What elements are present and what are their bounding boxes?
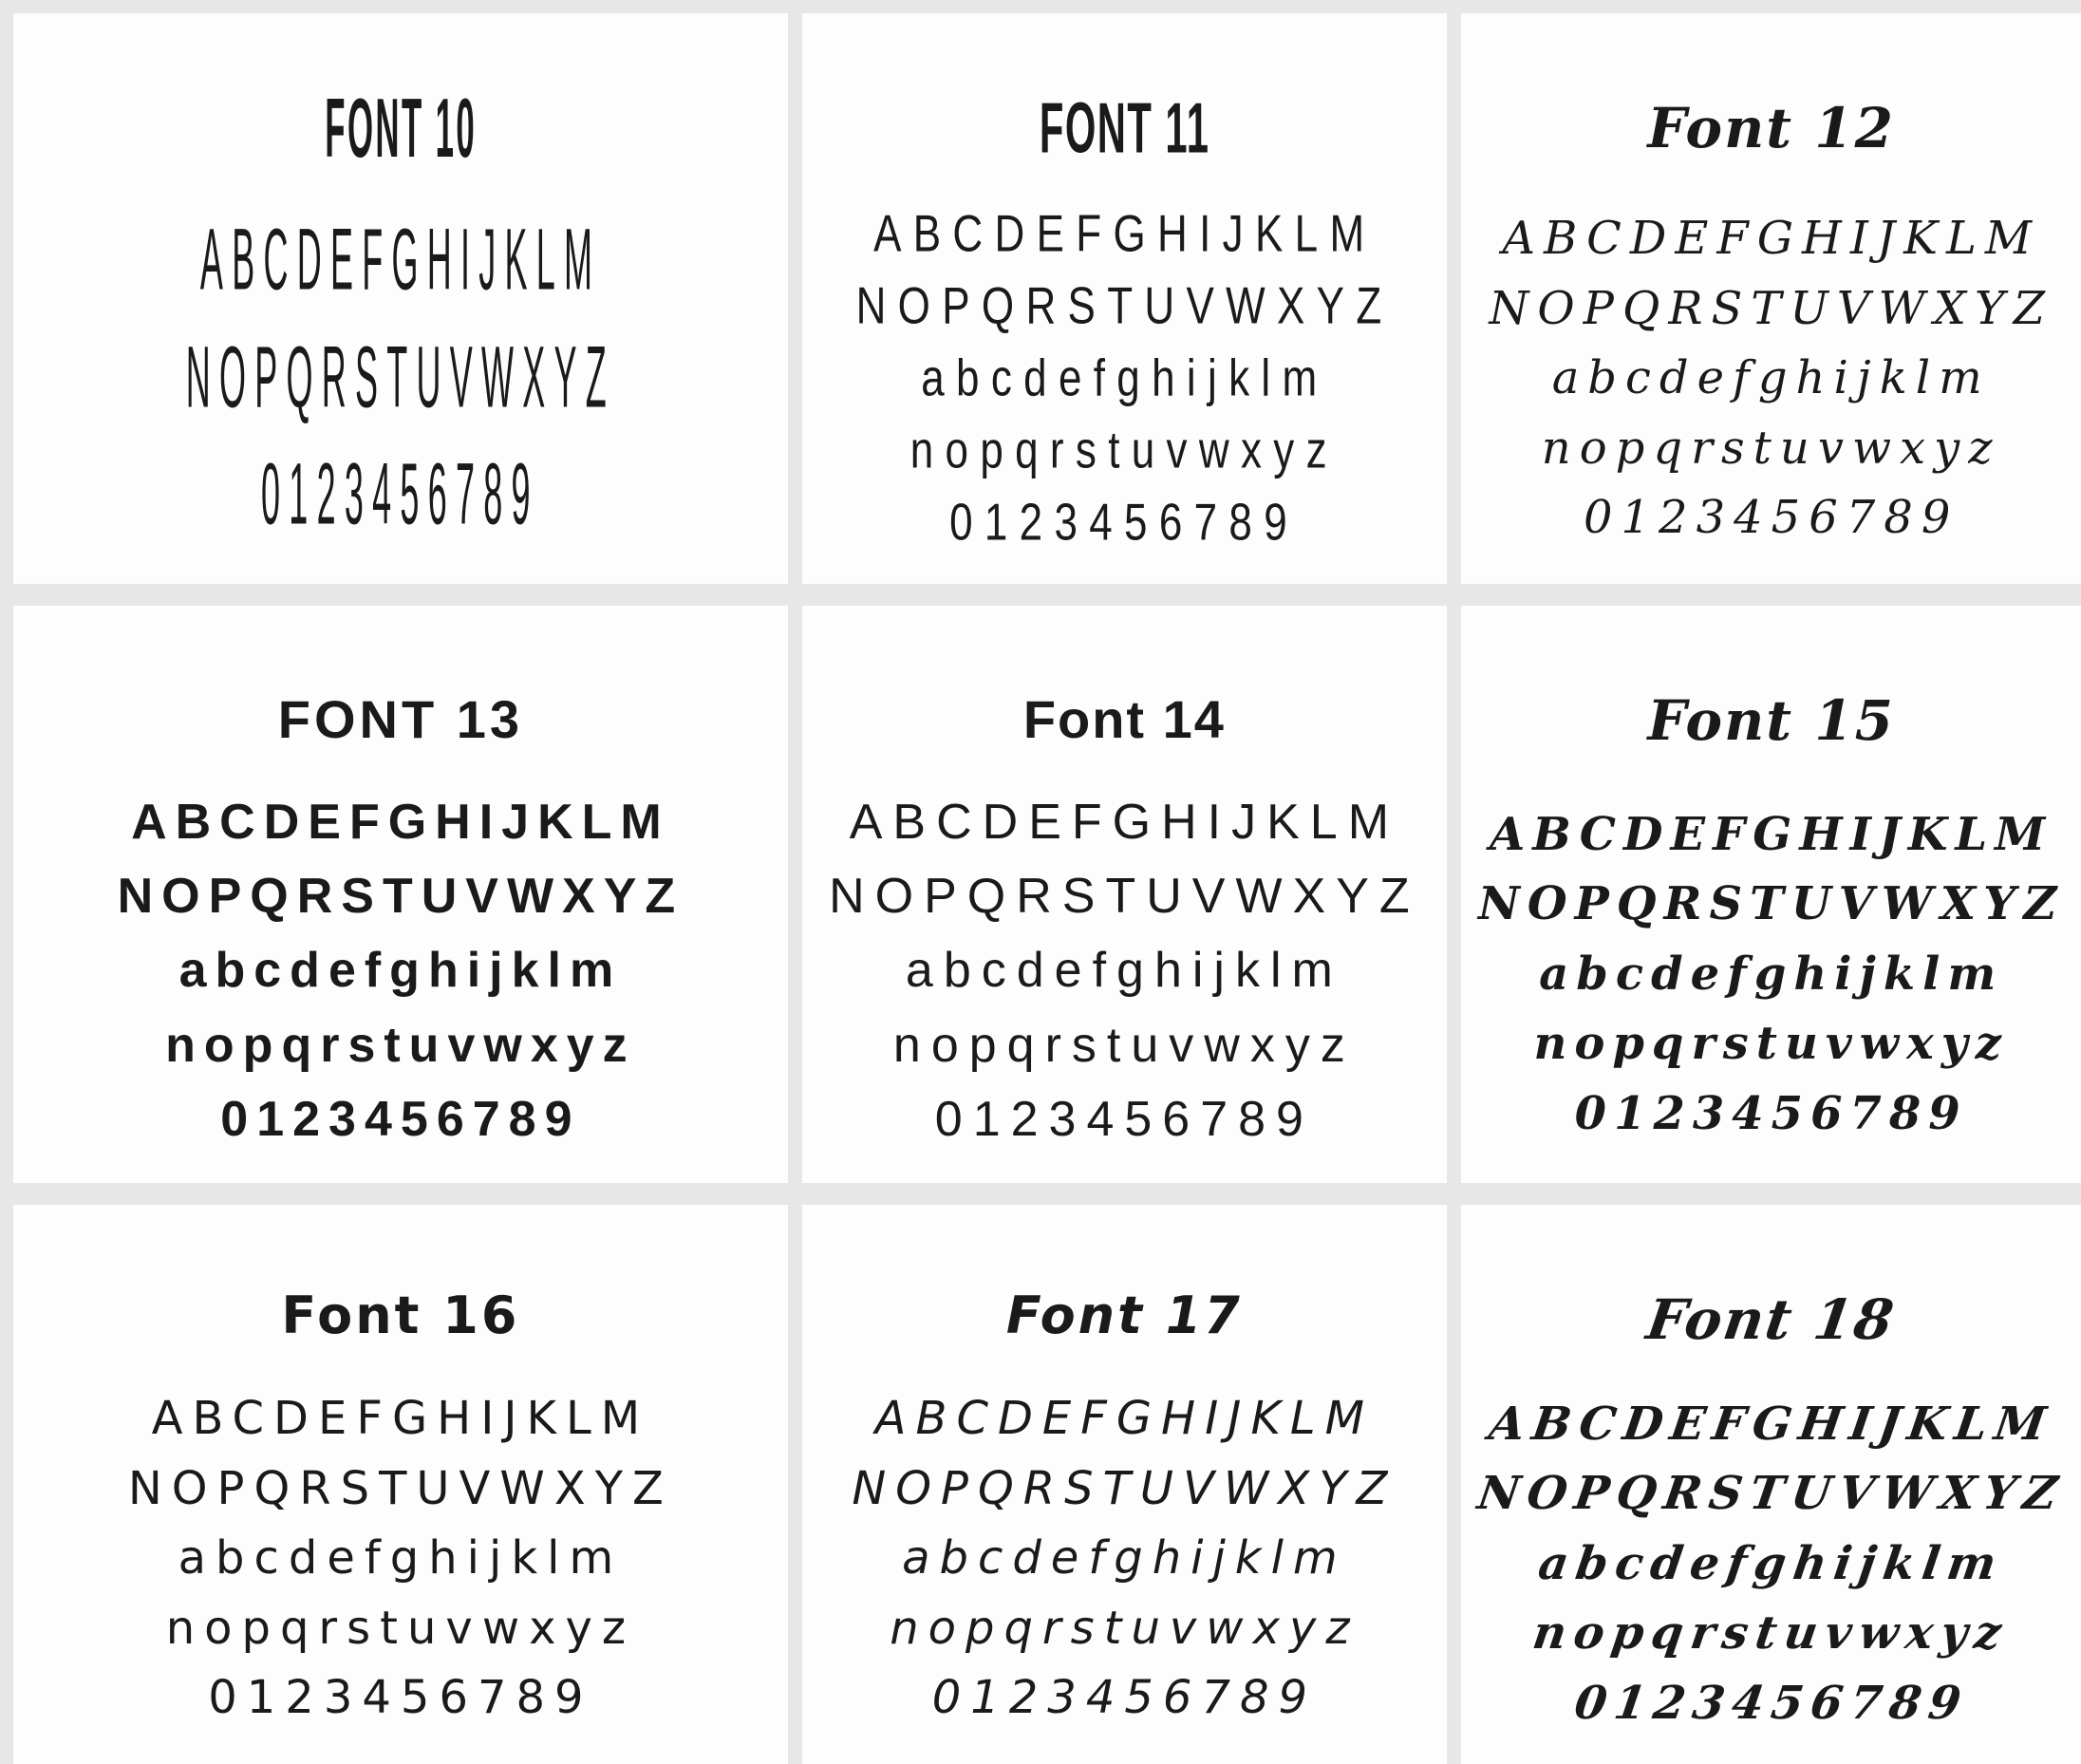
alphabet-row: 0123456789 bbox=[208, 1671, 593, 1725]
alphabet-rows bbox=[30, 205, 771, 552]
alphabet-row: NOPQRSTUVWXYZ bbox=[829, 869, 1420, 925]
alphabet-row: NOPQRSTUVWXYZ bbox=[1489, 281, 2054, 335]
alphabet-rows bbox=[819, 205, 1430, 552]
alphabet-rows bbox=[1478, 205, 2064, 552]
font-card-font-18 bbox=[1461, 1205, 2081, 1764]
alphabet-row: abcdefghijklm bbox=[178, 943, 623, 999]
font-card-font-14 bbox=[802, 606, 1447, 1183]
font-title: FONT 11 bbox=[1039, 88, 1210, 169]
alphabet-row: NOPQRSTUVWXYZ bbox=[117, 869, 684, 925]
alphabet-row: NOPQRSTUVWXYZ bbox=[852, 1461, 1397, 1515]
alphabet-row: NOPQRSTUVWXYZ bbox=[1477, 877, 2065, 931]
font-card-font-16 bbox=[13, 1205, 788, 1764]
alphabet-rows bbox=[30, 1386, 771, 1732]
alphabet-row: abcdefghijklm bbox=[902, 1531, 1347, 1586]
alphabet-rows bbox=[819, 1386, 1430, 1732]
font-card-font-10 bbox=[13, 13, 788, 584]
alphabet-row: nopqrstuvwxyz bbox=[1533, 1017, 2009, 1071]
alphabet-row: NOPQRSTUVWXYZ bbox=[185, 329, 616, 427]
alphabet-row: NOPQRSTUVWXYZ bbox=[127, 1461, 673, 1515]
alphabet-row: 0123456789 bbox=[261, 446, 540, 544]
alphabet-row: 0123456789 bbox=[1574, 1086, 1968, 1140]
alphabet-row: nopqrstuvwxyz bbox=[1529, 1606, 2013, 1661]
font-title: Font 16 bbox=[281, 1285, 520, 1345]
alphabet-row: ABCDEFGHIJKLM bbox=[874, 1392, 1375, 1446]
alphabet-rows bbox=[819, 793, 1430, 1151]
alphabet-rows bbox=[30, 793, 771, 1151]
font-title: Font 15 bbox=[1647, 688, 1895, 754]
alphabet-row: NOPQRSTUVWXYZ bbox=[1474, 1467, 2069, 1521]
alphabet-rows bbox=[1474, 1397, 2069, 1732]
alphabet-row: nopqrstuvwxyz bbox=[1541, 421, 2001, 475]
font-title: Font 12 bbox=[1647, 96, 1895, 161]
alphabet-row: 0123456789 bbox=[1583, 491, 1959, 545]
alphabet-row: ABCDEFGHIJKLM bbox=[1490, 807, 2053, 861]
font-card-font-13 bbox=[13, 606, 788, 1183]
alphabet-row: abcdefghijklm bbox=[905, 943, 1343, 999]
alphabet-row: ABCDEFGHIJKLM bbox=[1486, 1397, 2057, 1451]
alphabet-row: nopqrstuvwxyz bbox=[165, 1601, 636, 1655]
font-title: Font 17 bbox=[1005, 1285, 1243, 1345]
alphabet-row: nopqrstuvwxyz bbox=[909, 421, 1339, 479]
alphabet-row: ABCDEFGHIJKLM bbox=[131, 794, 670, 850]
alphabet-row: 0123456789 bbox=[220, 1092, 581, 1148]
alphabet-row: abcdefghijklm bbox=[1535, 1536, 2008, 1590]
font-title: FONT 13 bbox=[277, 688, 524, 749]
alphabet-row: 0123456789 bbox=[931, 1671, 1318, 1725]
alphabet-row: abcdefghijklm bbox=[1539, 947, 2004, 1001]
font-card-font-15 bbox=[1461, 606, 2081, 1183]
alphabet-row: nopqrstuvwxyz bbox=[890, 1601, 1359, 1655]
alphabet-row: ABCDEFGHIJKLM bbox=[872, 204, 1377, 263]
alphabet-row: ABCDEFGHIJKLM bbox=[849, 794, 1400, 850]
alphabet-row: 0123456789 bbox=[949, 493, 1300, 552]
font-card-font-17 bbox=[802, 1205, 1447, 1764]
alphabet-row: 0123456789 bbox=[1570, 1677, 1972, 1730]
font-title: Font 14 bbox=[1022, 688, 1226, 749]
alphabet-row: abcdefghijklm bbox=[178, 1531, 624, 1586]
alphabet-row: ABCDEFGHIJKLM bbox=[151, 1392, 650, 1446]
font-title: FONT 10 bbox=[324, 82, 477, 176]
alphabet-row: nopqrstuvwxyz bbox=[165, 1017, 636, 1073]
font-title: Font 18 bbox=[1642, 1286, 1900, 1352]
alphabet-row: abcdefghijklm bbox=[920, 348, 1328, 407]
font-card-font-12 bbox=[1461, 13, 2081, 584]
alphabet-row: abcdefghijklm bbox=[1551, 351, 1991, 405]
alphabet-rows bbox=[1478, 798, 2064, 1151]
alphabet-row: ABCDEFGHIJKLM bbox=[199, 212, 602, 310]
alphabet-row: ABCDEFGHIJKLM bbox=[1502, 212, 2040, 266]
alphabet-row: NOPQRSTUVWXYZ bbox=[855, 276, 1394, 335]
font-card-font-11 bbox=[802, 13, 1447, 584]
alphabet-row: nopqrstuvwxyz bbox=[892, 1017, 1356, 1073]
alphabet-row: 0123456789 bbox=[934, 1092, 1314, 1148]
